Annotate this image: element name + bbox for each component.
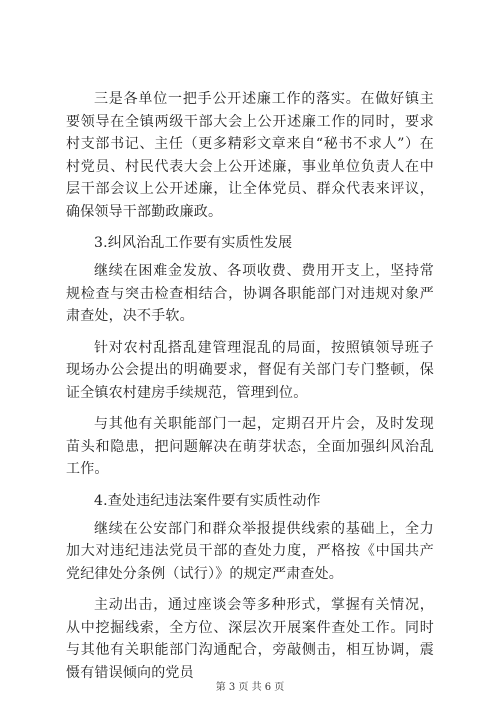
paragraph-regular-meetings: 与其他有关职能部门一起，定期召开片会，及时发现苗头和隐患，把问题解决在萌芽状态，全面加强纠风治乱工作。: [66, 416, 434, 477]
paragraph-proactive-investigation: 主动出击，通过座谈会等多种形式，掌握有关情况，从中挖掘线索，全方位、深层次开展案件查处工作。同时与其他有关职能部门沟通配合，旁敲侧击，相互协调，震慑有错误倾向的党员: [66, 597, 434, 681]
paragraph-inspection-combined: 继续在困难金发放、各项收费、费用开支上，坚持常规检查与突击检查相结合，协调各职能部门对违规对象严肃查处，决不手软。: [66, 263, 434, 324]
document-body: [66, 88, 434, 693]
section-heading-case-investigation: 4.查处违纪违法案件要有实质性动作: [94, 492, 321, 509]
section-heading-rectify-malpractice: 3.纠风治乱工作要有实质性发展: [94, 235, 293, 251]
paragraph-rural-construction: 针对农村乱搭乱建管理混乱的局面，按照镇领导班子现场办公会提出的明确要求，督促有关部门专门整顿，保证全镇农村建房手续规范，管理到位。: [66, 339, 434, 401]
page-number-footer: 第 3 页 共 6 页: [215, 682, 285, 693]
paragraph-public-integrity-reporting: 三是各单位一把手公开述廉工作的落实。在做好镇主要领导在全镇两级干部大会上公开述廉工作的同时，要求村支部书记、主任（更多精彩文章来自“秘书不求人”）在村党员、村民代表大会上公开述廉，事业单位负责人在中层干部会议上公开述廉，让全体党员、群众代表来评议，确保领导干部勤政廉政。: [66, 91, 434, 220]
paragraph-investigation-strength: 继续在公安部门和群众举报提供线索的基础上，全力加大对违纪违法党员干部的查处力度，严格按《中国共产党纪律处分条例（试行）》的规定严肃查处。: [66, 520, 434, 582]
